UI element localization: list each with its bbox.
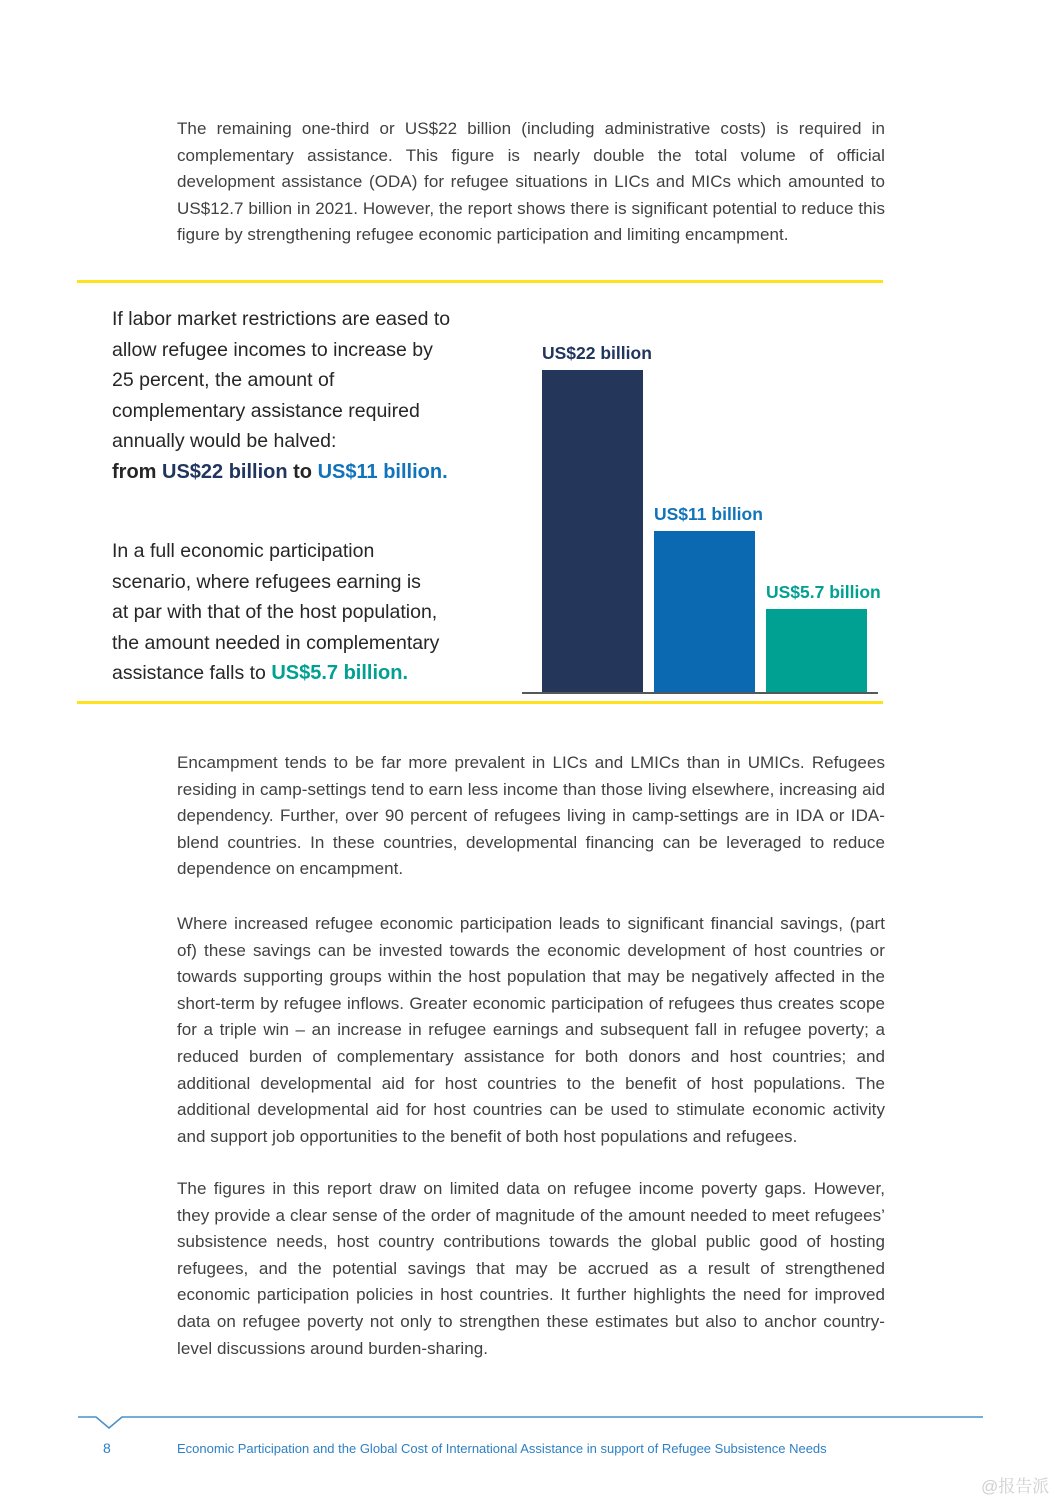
footer-title: Economic Participation and the Global Cost of International Assistance in support of Refugee Subsistence Needs	[177, 1441, 827, 1456]
amount-22-billion: US$22 billion	[162, 460, 288, 483]
callout-highlight-line	[112, 457, 532, 488]
bar	[654, 531, 755, 692]
callout-line: allow refugee incomes to increase by	[112, 338, 433, 361]
bar-value-label: US$11 billion	[654, 504, 763, 524]
highlight-text-from: from	[112, 460, 162, 483]
bar-group	[766, 581, 881, 692]
callout-tail-line	[112, 658, 532, 689]
page-number: 8	[103, 1440, 111, 1456]
paragraph-remaining-third: The remaining one-third or US$22 billion (including administrative costs) is required in complementary assistance. This figure is nearly double the total volume of official development assistance (ODA) for refugee situations in LICs and MICs which amounted to US$12.7 billion in 2021. However, the report shows there is significant potential to reduce this figure by strengthening refugee economic participation and limiting encampment.	[177, 119, 885, 245]
paragraph-encampment: Encampment tends to be far more prevalent in LICs and LMICs than in UMICs. Refugees residing in camp-settings tend to earn less income than those living elsewhere, increasing aid dependency. Further, over 90 percent of refugees living in camp-settings are in IDA or IDA-blend countries. In these countries, developmental financing can be leveraged to reduce dependence on encampment.	[177, 753, 885, 879]
callout-line: 25 percent, the amount of	[112, 369, 335, 391]
paragraph-triple-win: Where increased refugee economic participation leads to significant financial savings, (part of) these savings can be invested towards the economic development of host countries or towards supporting groups within the host population that may be negatively affected in the short-term by refugee inflows. Greater economic participation of refugees thus creates scope for a triple win – an increase in refugee earnings and subsequent fall in refugee poverty; a reduced burden of complementary assistance for both donors and host countries; and additional developmental aid for host countries to the benefit of host populations. The additional developmental aid for host countries can be used to stimulate economic activity and support job opportunities to the benefit of both host populations and refugees.	[177, 914, 885, 1146]
watermark: @报告派	[981, 1477, 1050, 1496]
callout-line: complementary assistance required	[112, 399, 420, 422]
callout-line: the amount needed in complementary	[112, 631, 440, 654]
callout-line: scenario, where refugees earning is	[112, 570, 421, 593]
bar	[766, 609, 867, 692]
callout-labor-restrictions	[112, 304, 532, 487]
callout-line: annually would be halved:	[112, 430, 337, 452]
footer-rule-with-notch	[77, 1410, 985, 1430]
bar-value-label: US$5.7 billion	[766, 582, 881, 602]
callout-line: In a full economic participation	[112, 540, 375, 562]
bar-group	[654, 503, 763, 692]
highlight-text-to: to	[287, 460, 318, 483]
yellow-divider-bottom	[77, 701, 883, 704]
amount-5-7-billion: US$5.7 billion.	[271, 662, 409, 684]
callout-full-participation	[112, 536, 532, 689]
callout-tail-text: assistance falls to	[112, 662, 272, 684]
callout-line: If labor market restrictions are eased to	[112, 308, 451, 330]
yellow-divider-top	[77, 280, 883, 283]
bar-value-label: US$22 billion	[542, 343, 652, 363]
paragraph-figures: The figures in this report draw on limited data on refugee income poverty gaps. However, they provide a clear sense of the order of magnitude of the amount needed to meet refugees’ subsistence needs, host country contributions towards the global public good of hosting refugees, and the potential savings that may be accrued as a result of strengthened economic participation policies in host countries. It further highlights the need for improved data on refugee poverty not only to strengthen these estimates but also to anchor country-level discussions around burden-sharing.	[177, 1179, 885, 1358]
bar-group	[542, 342, 652, 692]
amount-11-billion: US$11 billion.	[317, 460, 448, 483]
bar	[542, 370, 643, 692]
callout-line: at par with that of the host population,	[112, 601, 438, 623]
bar-chart	[522, 339, 881, 694]
